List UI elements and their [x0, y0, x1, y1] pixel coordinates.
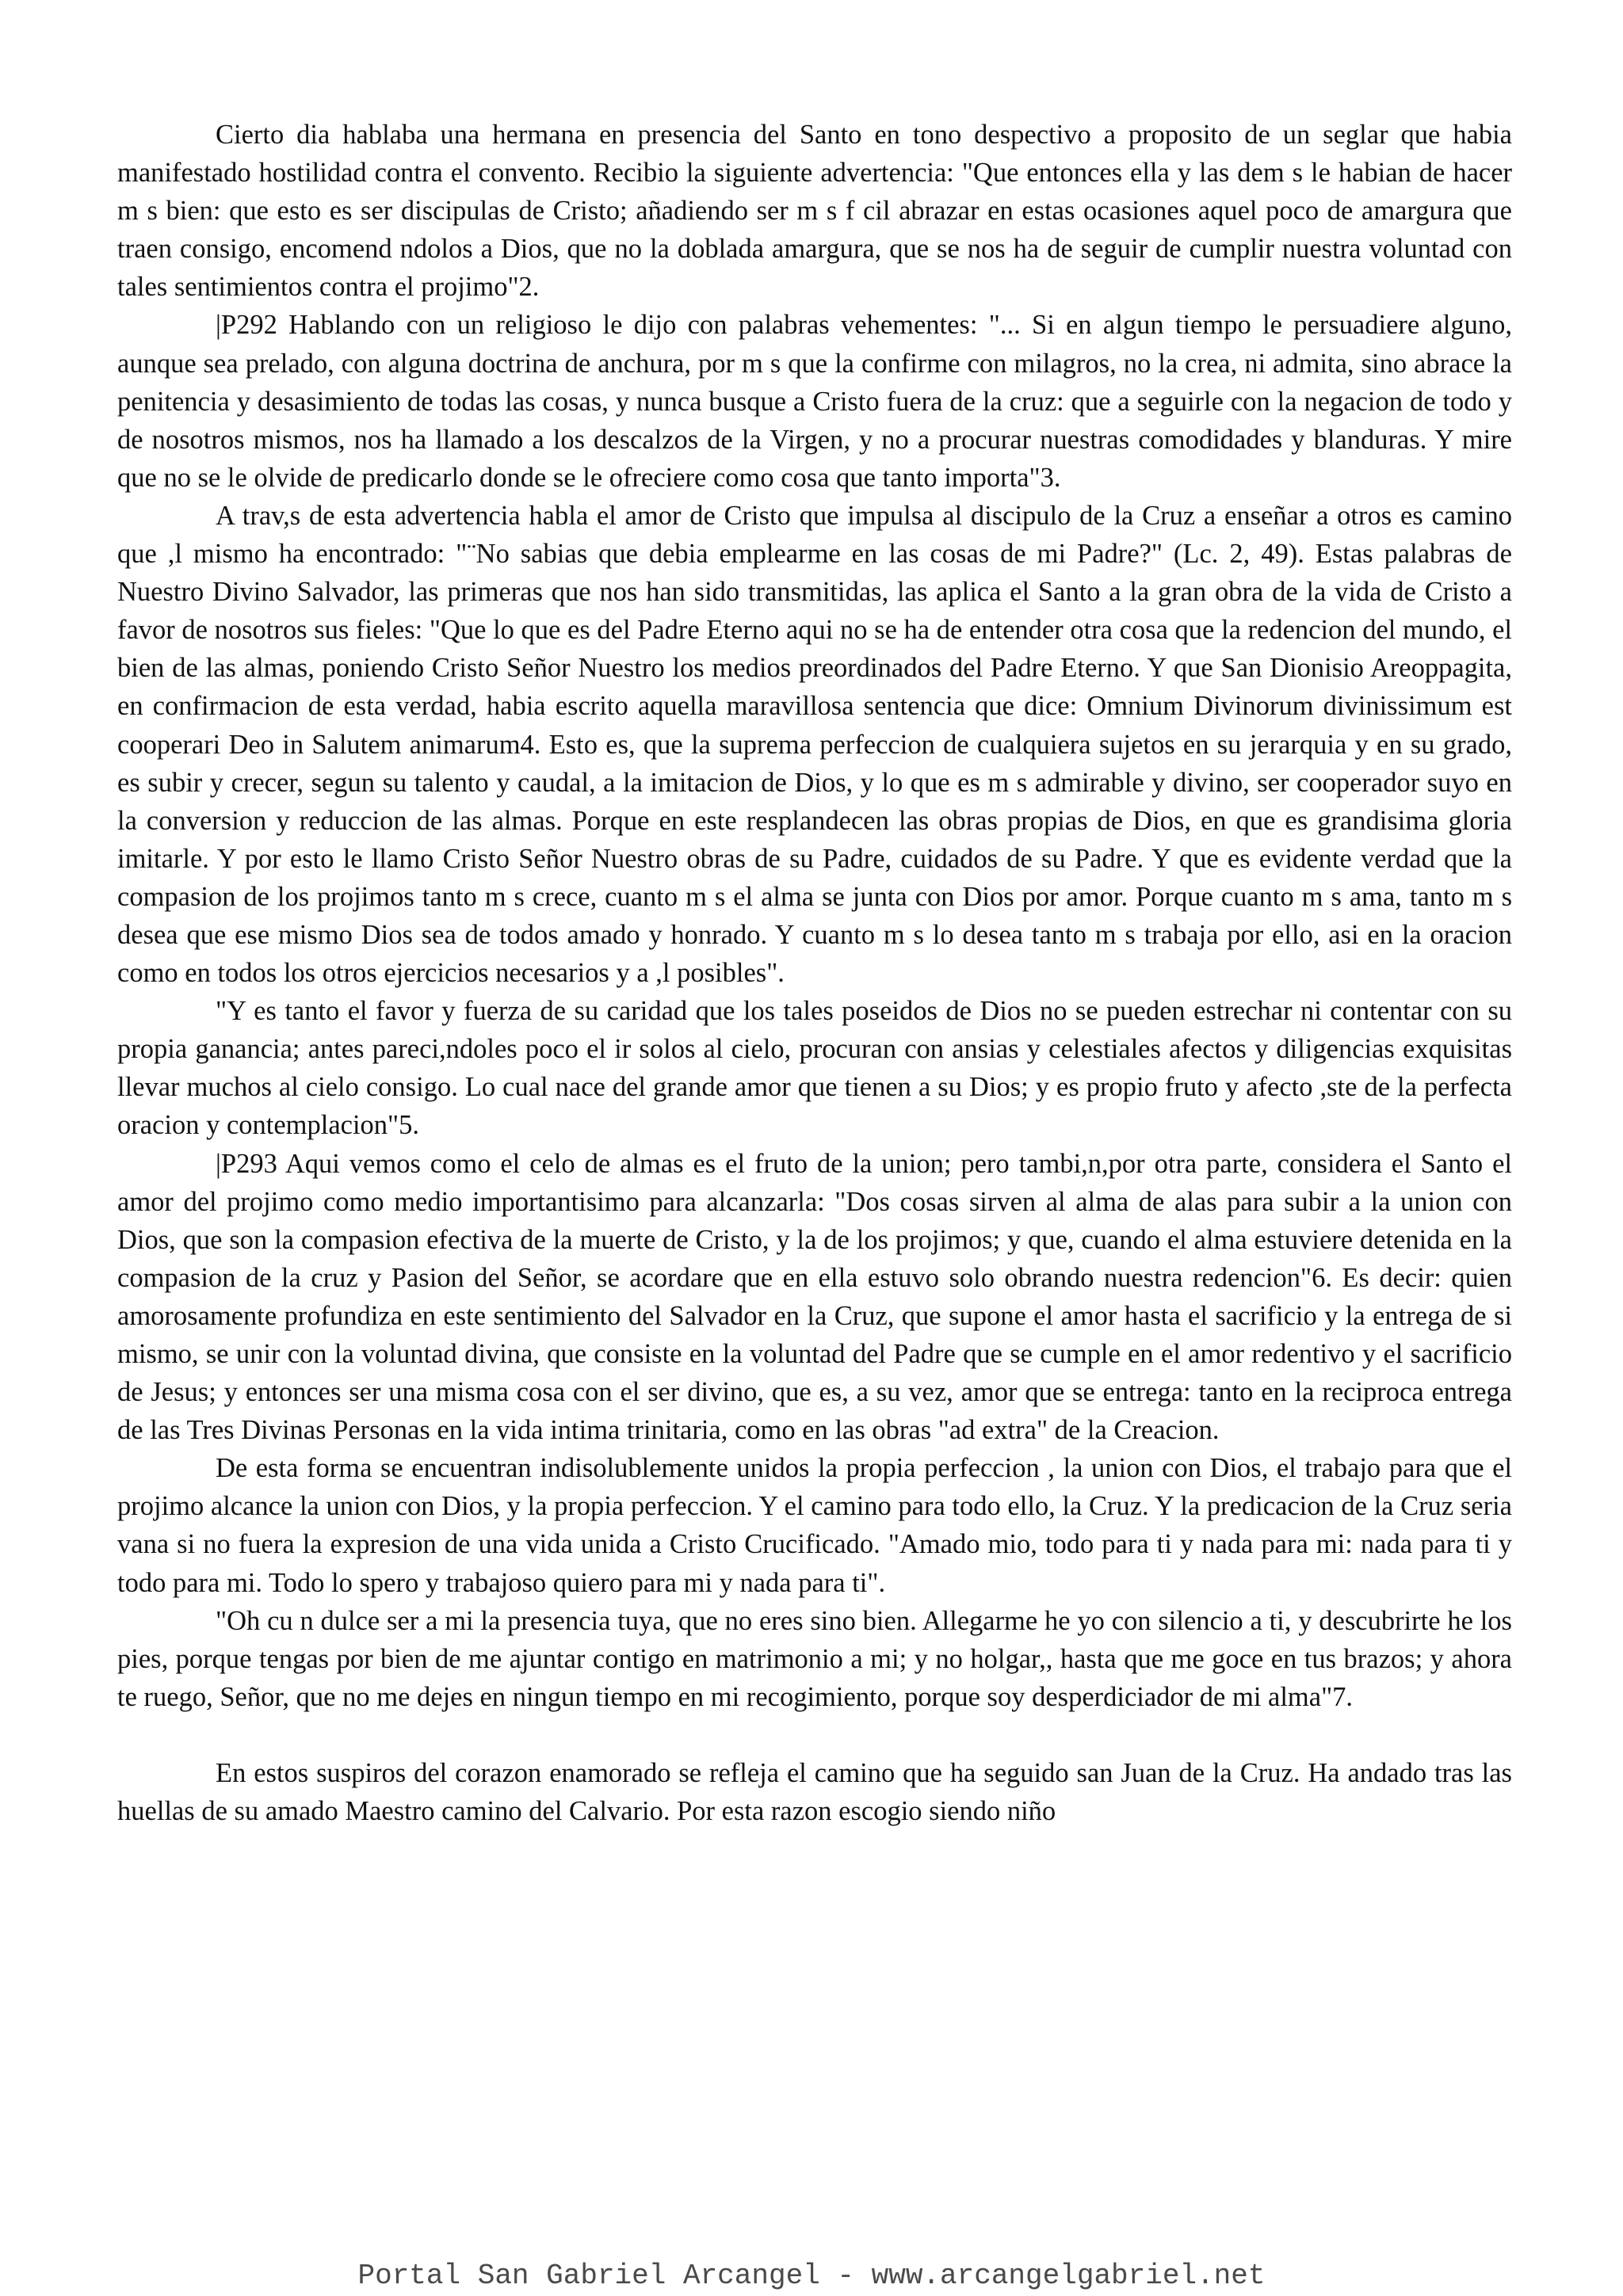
paragraph: En estos suspiros del corazon enamorado se refleja el camino que ha seguido san Juan de la Cruz. Ha andado tras las huellas de su amado Maestro camino del Calvario. Por esta razon escogio siendo niño	[117, 1757, 1512, 1827]
paragraph: "Oh cu n dulce ser a mi la presencia tuya, que no eres sino bien. Allegarme he yo con silencio a ti, y descubrirte he los pies, porque tengas por bien de me ajuntar contigo en matrimonio a mi; y no holgar,, hasta que me goce en tus brazos; y ahora te ruego, Señor, que no me dejes en ningun tiempo en mi recogimiento, porque soy desperdiciador de mi alma"7.	[117, 1605, 1512, 1712]
paragraph: De esta forma se encuentran indisolublemente unidos la propia perfeccion , la union con Dios, el trabajo para que el projimo alcance la union con Dios, y la propia perfeccion. Y el camino para todo ello, la Cruz. Y la predicacion de la Cruz seria vana si no fuera la expresion de una vida unida a Cristo Crucificado. "Amado mio, todo para ti y nada para mi: nada para ti y todo para mi. Todo lo spero y trabajoso quiero para mi y nada para ti".	[117, 1453, 1512, 1598]
paragraph: |P292 Hablando con un religioso le dijo con palabras vehementes: "... Si en algun tiempo le persuadiere alguno, aunque sea prelado, con alguna doctrina de anchura, por m s que la confirme con milagros, no la crea, ni admita, sino abrace la penitencia y desasimiento de todas las cosas, y nunca busque a Cristo fuera de la cruz: que a seguirle con la negacion de todo y de nosotros mismos, nos ha llamado a los descalzos de la Virgen, y no a procurar nuestras comodidades y blanduras. Y mire que no se le olvide de predicarlo donde se le ofreciere como cosa que tanto importa"3.	[117, 310, 1512, 493]
paragraph: Cierto dia hablaba una hermana en presencia del Santo en tono despectivo a proposito de un seglar que habia manifestado hostilidad contra el convento. Recibio la siguiente advertencia: "Que entonces ella y las dem s le habian de hacer m s bien: que esto es ser discipulas de Cristo; añadiendo ser m s f cil abrazar en estas ocasiones aquel poco de amargura que traen consigo, encomend ndolos a Dios, que no la doblada amargura, que se nos ha de seguir de cumplir nuestra voluntad con tales sentimientos contra el projimo"2.	[117, 120, 1512, 303]
paragraph: "Y es tanto el favor y fuerza de su caridad que los tales poseidos de Dios no se pueden estrechar ni contentar con su propia ganancia; antes pareci,ndoles poco el ir solos al cielo, procuran con ansias y celestiales afectos y diligencias exquisitas llevar muchos al cielo consigo. Lo cual nace del grande amor que tienen a su Dios; y es propio fruto y afecto ,ste de la perfecta oracion y contemplacion"5.	[117, 996, 1512, 1141]
paragraph: A trav,s de esta advertencia habla el amor de Cristo que impulsa al discipulo de la Cruz a enseñar a otros es camino que ,l mismo ha encontrado: "¨No sabias que debia emplearme en las cosas de mi Padre?" (Lc. 2, 49). Estas palabras de Nuestro Divino Salvador, las primeras que nos han sido transmitidas, las aplica el Santo a la gran obra de la vida de Cristo a favor de nosotros sus fieles: "Que lo que es del Padre Eterno aqui no se ha de entender otra cosa que la redencion del mundo, el bien de las almas, poniendo Cristo Señor Nuestro los medios preordinados del Padre Eterno. Y que San Dionisio Areoppagita, en confirmacion de esta verdad, habia escrito aquella maravillosa sentencia que dice: Omnium Divinorum divinissimum est cooperari Deo in Salutem animarum4. Esto es, que la suprema perfeccion de cualquiera sujetos en su jerarquia y en su grado, es subir y crecer, segun su talento y caudal, a la imitacion de Dios, y lo que es m s admirable y divino, ser cooperador suyo en la conversion y reduccion de las almas. Porque en este resplandecen las obras propias de Dios, en que es grandisima gloria imitarle. Y por esto le llamo Cristo Señor Nuestro obras de su Padre, cuidados de su Padre. Y que es evidente verdad que la compasion de los projimos tanto m s crece, cuanto m s el alma se junta con Dios por amor. Porque cuanto m s ama, tanto m s desea que ese mismo Dios sea de todos amado y honrado. Y cuanto m s lo desea tanto m s trabaja por ello, asi en la oracion como en todos los otros ejercicios necesarios y a ,l posibles".	[117, 500, 1512, 989]
page-footer: Portal San Gabriel Arcangel - www.arcangelgabriel.net	[357, 2260, 1266, 2292]
document-body	[117, 116, 1512, 1830]
paragraph: |P293 Aqui vemos como el celo de almas es el fruto de la union; pero tambi,n,por otra parte, considera el Santo el amor del projimo como medio importantisimo para alcanzarla: "Dos cosas sirven al alma de alas para subir a la union con Dios, que son la compasion efectiva de la muerte de Cristo, y la de los projimos; y que, cuando el alma estuviere detenida en la compasion de la cruz y Pasion del Señor, se acordare que en ella estuvo solo obrando nuestra redencion"6. Es decir: quien amorosamente profundiza en este sentimiento del Salvador en la Cruz, que supone el amor hasta el sacrificio y la entrega de si mismo, se unir con la voluntad divina, que consiste en la voluntad del Padre que se cumple en el amor redentivo y el sacrificio de Jesus; y entonces ser una misma cosa con el ser divino, que es, a su vez, amor que se entrega: tanto en la reciproca entrega de las Tres Divinas Personas en la vida intima trinitaria, como en las obras "ad extra" de la Creacion.	[117, 1148, 1512, 1446]
